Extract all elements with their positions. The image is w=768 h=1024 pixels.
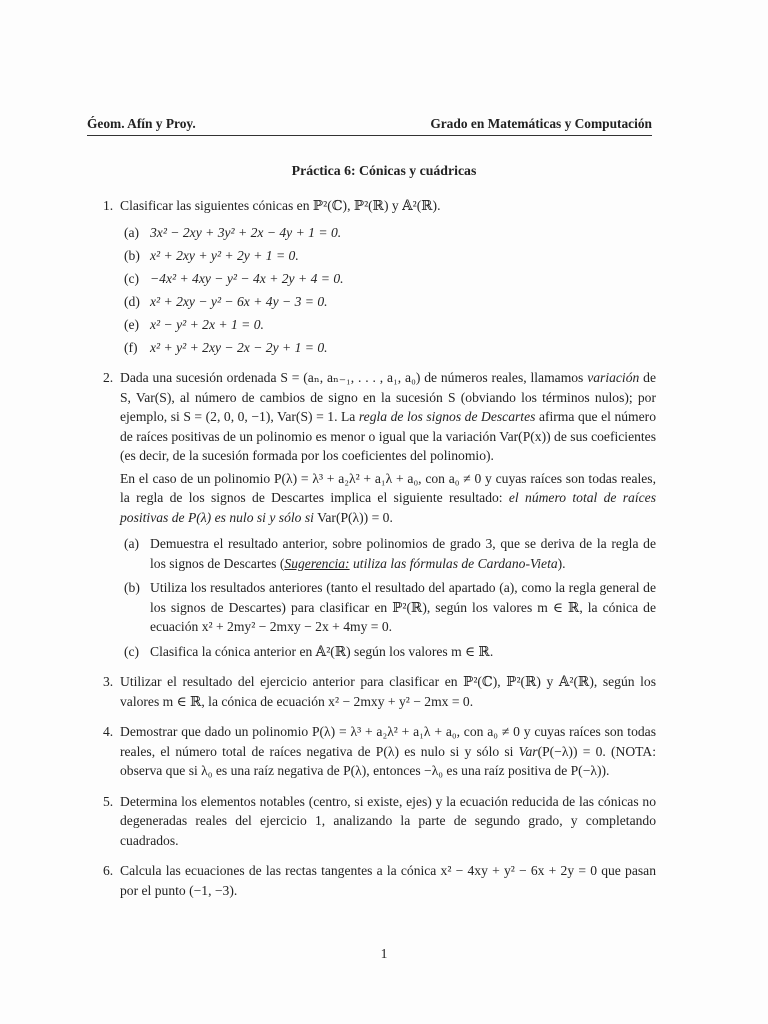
text-run: En el caso de un polinomio P(λ) = λ³ + a₂λ² + a₁λ + a₀, con a₀ ≠ 0 y cuyas raíces son todas reales, la regla de los signos de Descartes implica el siguiente resultado: <box>120 470 656 505</box>
text-run: afirma que el número de raíces positivas de un polinomio es menor o igual que la variación Var(P(x)) de sus coeficientes (es decir, de la sucesión formada por los coeficientes del polinomio). <box>120 409 656 463</box>
item-label: (d) <box>124 293 140 309</box>
item-label: (c) <box>124 643 140 659</box>
text-run: (P(−λ)) = 0. (NOTA: observa que si λ₀ es una raíz negativa de P(λ), entonces −λ₀ es una raíz positiva de P(−λ)). <box>120 743 656 778</box>
problem-1 <box>103 196 656 357</box>
problem-number: 5. <box>103 793 114 809</box>
item-label: (a) <box>124 536 140 551</box>
sub-item-list <box>120 223 656 358</box>
problem-number: 3. <box>103 674 114 689</box>
equation: x² − y² + 2x + 1 = 0. <box>150 316 264 332</box>
text-run: Demostrar que dado un polinomio P(λ) = λ³ + a₂λ² + a₁λ + a₀, con a₀ ≠ 0 y cuyas raíces son todas reales, el número total de raíces negativa de P(λ) es nulo si y sólo si <box>120 724 656 759</box>
problem-list <box>103 196 656 911</box>
emphasis: regla de los signos de Descartes <box>358 409 536 424</box>
equation: x² + 2xy + y² + 2y + 1 = 0. <box>150 247 299 263</box>
equation: −4x² + 4xy − y² − 4x + 2y + 4 = 0. <box>150 270 344 286</box>
problem-paragraph <box>120 368 656 466</box>
item-label: (b) <box>124 580 140 595</box>
problem-number: 1. <box>103 198 114 213</box>
text-run: Dada una sucesión ordenada S = (aₙ, aₙ₋₁, . . . , a₁, a₀) de números reales, llamamos <box>120 370 588 385</box>
item-label: (c) <box>124 270 140 286</box>
text-run: de S, Var(S), al número de cambios de signo en la sucesión S (obviando los términos nulos); por ejemplo, si S = (2, 0, 0, −1), Var(S) = 1. La <box>120 370 656 424</box>
problem-number: 6. <box>103 863 114 878</box>
list-item <box>120 292 656 312</box>
hint-label: Sugerencia: <box>284 555 350 571</box>
problem-2 <box>103 368 656 661</box>
emphasis: variación <box>587 370 640 385</box>
item-label: (a) <box>124 224 140 240</box>
list-item <box>120 338 656 358</box>
text-run: Utiliza los resultados anteriores (tanto el resultado del apartado (a), como la regla general de los signos de Descartes) para clasificar en ℙ²(ℝ), según los valores m ∈ ℝ, la cónica de ecuación x² + 2my² − 2mxy − 2x + 4my = 0. <box>150 580 656 634</box>
problem-statement <box>120 722 656 781</box>
problem-number: 2. <box>103 370 114 385</box>
problem-statement: Clasificar las siguientes cónicas en ℙ²(ℂ), ℙ²(ℝ) y 𝔸²(ℝ). <box>120 198 441 213</box>
text-run: Demuestra el resultado anterior, sobre polinomios de grado 3, que se deriva de la regla de los signos de Descartes ( <box>150 536 656 571</box>
list-item <box>120 578 656 637</box>
course-name: Ǵeom. Afín y Proy. <box>87 116 196 131</box>
problem-statement: Utilizar el resultado del ejercicio anterior para clasificar en ℙ²(ℂ), ℙ²(ℝ) y 𝔸²(ℝ), según los valores m ∈ ℝ, la cónica de ecuación x² − 2mxy + y² − 2mx = 0. <box>120 674 656 709</box>
emphasis: el número total de raíces positivas de P(λ) es nulo si y sólo si <box>120 490 656 525</box>
problem-paragraph <box>120 469 656 528</box>
list-item <box>120 315 656 335</box>
problem-5 <box>103 792 656 851</box>
sub-item-list <box>120 534 656 661</box>
equation: x² + y² + 2xy − 2x − 2y + 1 = 0. <box>150 339 328 355</box>
problem-4 <box>103 722 656 781</box>
equation: 3x² − 2xy + 3y² + 2x − 4y + 1 = 0. <box>150 224 342 240</box>
emphasis: utiliza las fórmulas de Cardano-Vieta <box>349 555 558 571</box>
problem-statement: Calcula las ecuaciones de las rectas tangentes a la cónica x² − 4xy + y² − 6x + 2y = 0 que pasan por el punto (−1, −3). <box>120 863 656 898</box>
list-item <box>120 269 656 289</box>
problem-number: 4. <box>103 724 114 739</box>
item-label: (f) <box>124 339 138 355</box>
emphasis: Var <box>518 743 538 759</box>
text-run: Clasifica la cónica anterior en 𝔸²(ℝ) según los valores m ∈ ℝ. <box>150 643 494 659</box>
problem-6 <box>103 861 656 900</box>
text-run: ). <box>557 555 566 571</box>
problem-statement: Determina los elementos notables (centro, si existe, ejes) y la ecuación reducida de las cónicas no degeneradas reales del ejercicio 1, analizando la parte de segundo grado, y completando cuadrados. <box>120 793 656 848</box>
problem-3 <box>103 672 656 711</box>
text-run: Var(P(λ)) = 0. <box>313 509 393 525</box>
list-item <box>120 642 656 662</box>
degree-name: Grado en Matemáticas y Computación <box>430 116 652 131</box>
running-header <box>87 114 652 136</box>
page-number: 1 <box>380 946 388 961</box>
item-label: (e) <box>124 316 140 332</box>
list-item <box>120 534 656 573</box>
list-item <box>120 246 656 266</box>
list-item <box>120 223 656 243</box>
page-title: Práctica 6: Cónicas y cuádricas <box>291 163 477 178</box>
equation: x² + 2xy − y² − 6x + 4y − 3 = 0. <box>150 293 328 309</box>
item-label: (b) <box>124 247 140 263</box>
